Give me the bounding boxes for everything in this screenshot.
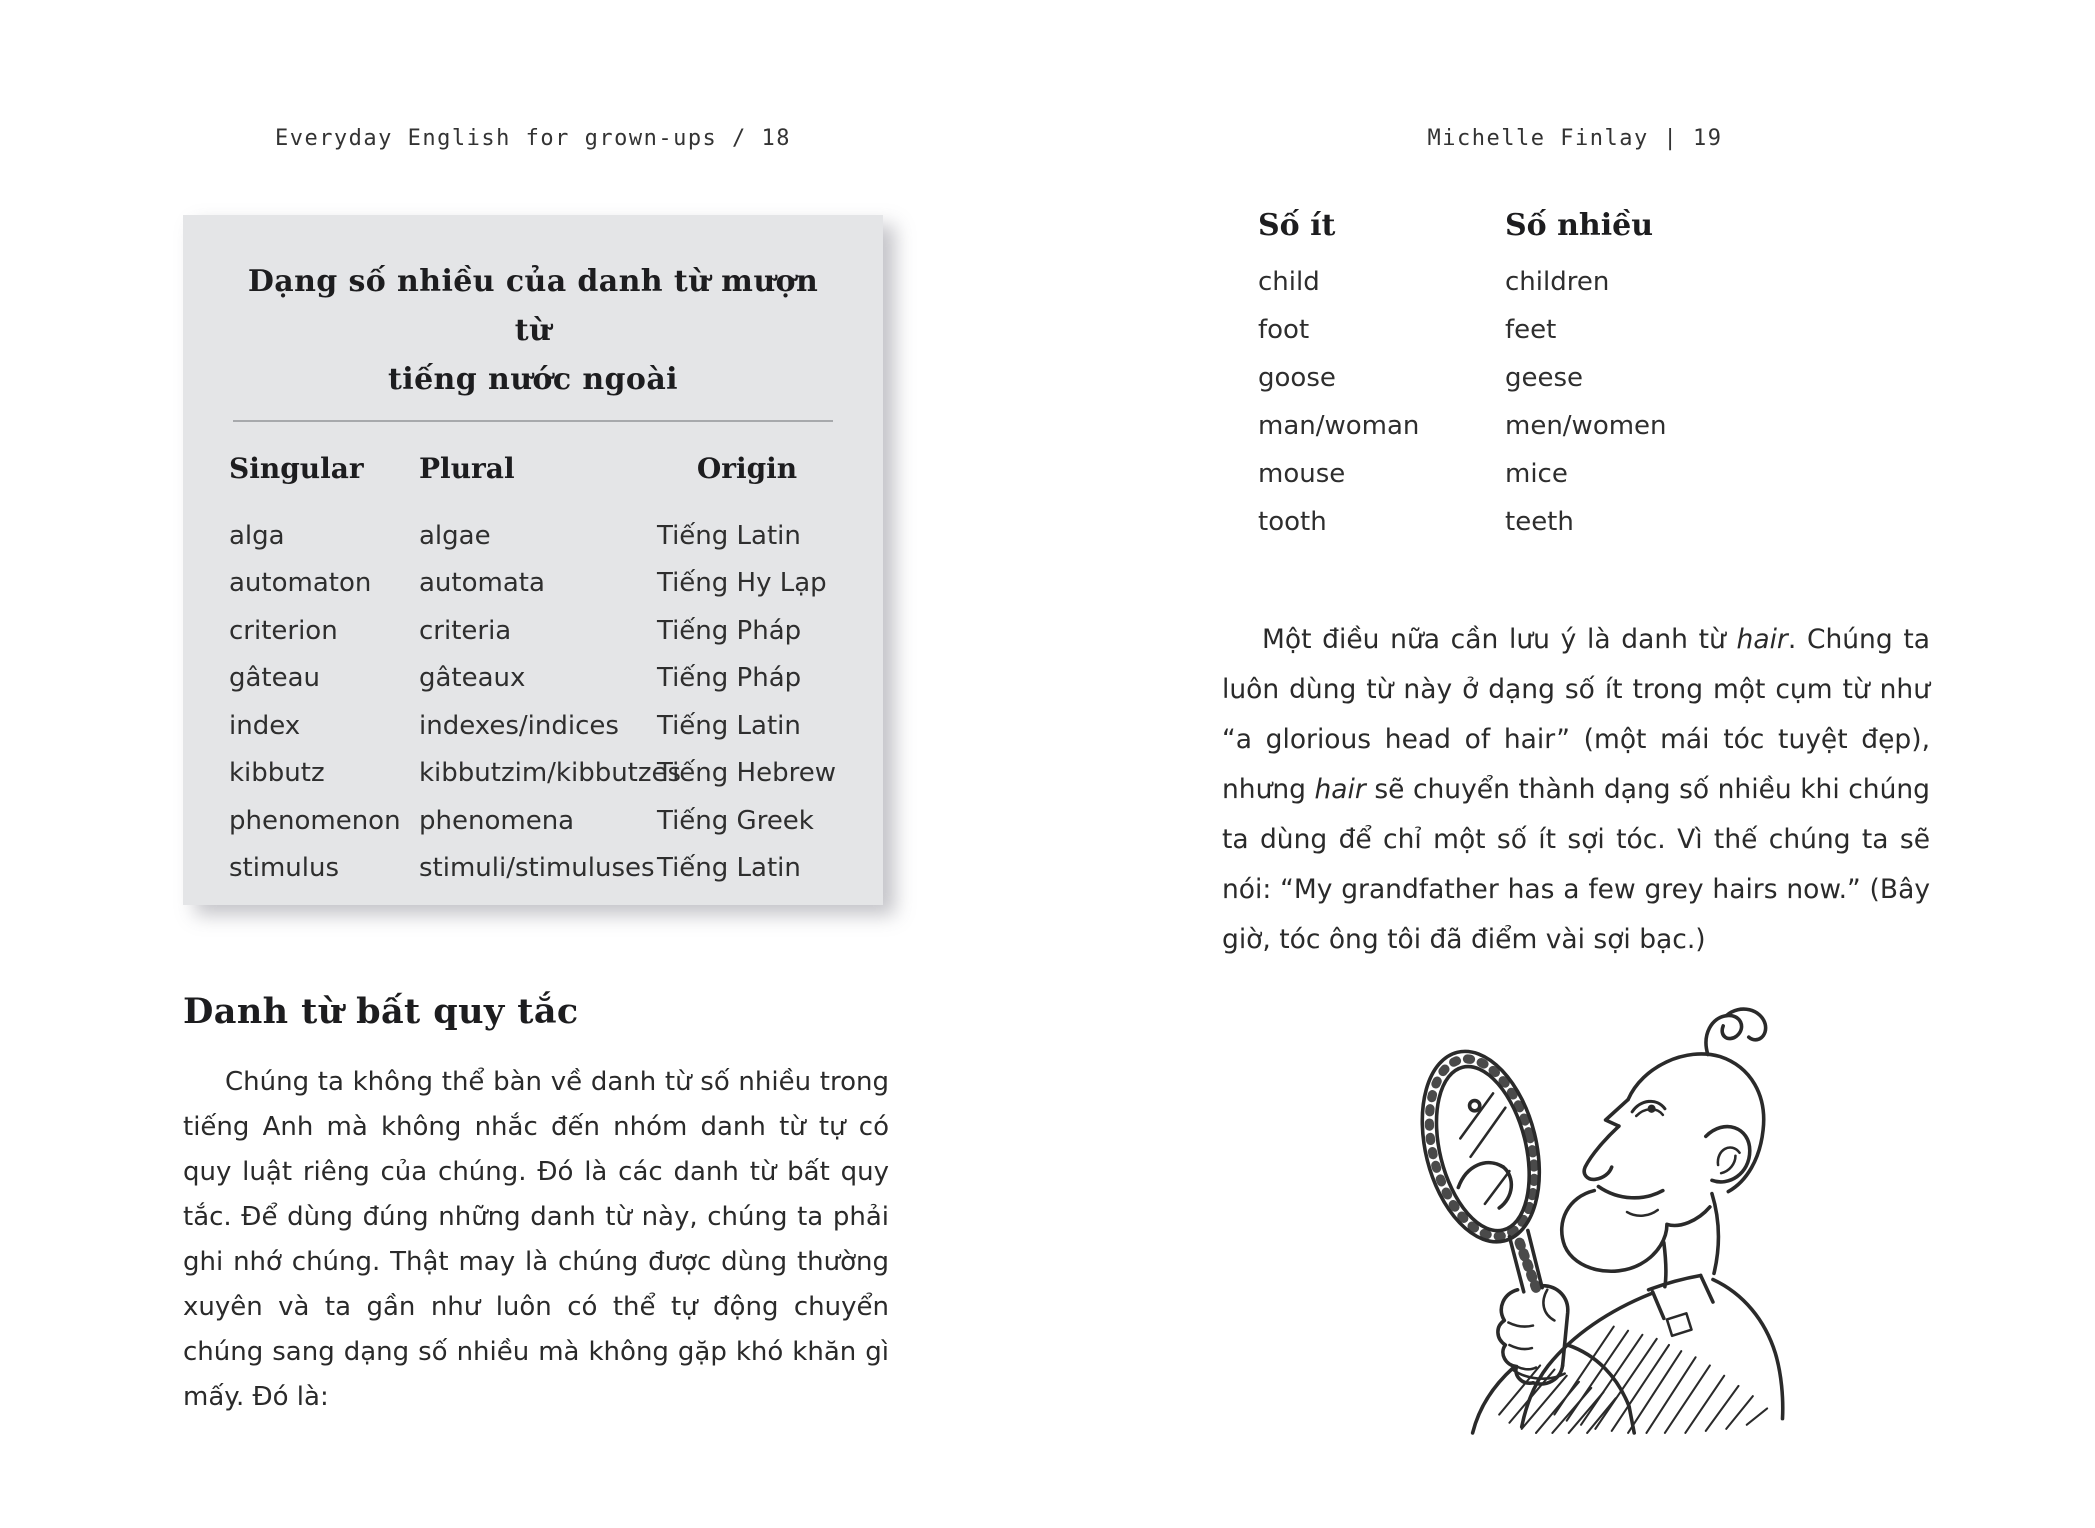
plural-cell: phenomena (419, 805, 575, 836)
column-header-origin: Origin (696, 452, 798, 485)
table-row (229, 560, 837, 608)
list-item (1258, 354, 1728, 402)
plural-cell: automata (419, 568, 545, 599)
singular-word: tooth (1258, 507, 1327, 537)
plural-word: mice (1505, 459, 1568, 489)
origin-cell: Tiếng Pháp (657, 615, 802, 646)
singular-word: man/woman (1258, 411, 1420, 441)
table-row (229, 845, 837, 893)
column-header-singular-vi: Số ít (1258, 207, 1336, 243)
singular-word: goose (1258, 363, 1336, 393)
plural-word: men/women (1505, 411, 1667, 441)
plural-cell: criteria (419, 615, 512, 646)
list-item (1258, 498, 1728, 546)
singular-cell: criterion (229, 615, 338, 646)
column-header-plural: Plural (419, 452, 515, 485)
origin-cell: Tiếng Latin (657, 710, 801, 741)
list-item (1258, 306, 1728, 354)
singular-cell: stimulus (229, 853, 340, 884)
running-head-right: Michelle Finlay | 19 (1427, 126, 1723, 151)
origin-cell: Tiếng Hy Lạp (657, 568, 827, 599)
singular-cell: kibbutz (229, 758, 325, 789)
origin-cell: Tiếng Latin (657, 520, 801, 551)
singular-word: foot (1258, 315, 1310, 345)
column-header-plural-vi: Số nhiều (1505, 207, 1654, 243)
box-title (229, 257, 837, 404)
body-paragraph-left: Chúng ta không thể bàn về danh từ số nhiều trong tiếng Anh mà không nhắc đến nhóm danh từ tự có quy luật riêng của chúng. Đó là các danh từ bất quy tắc. Để dùng đúng những danh từ này, chúng ta phải ghi nhớ chúng. Thật may là chúng được dùng thường xuyên và ta gần như luôn có thể tự động chuyển chúng sang dạng số nhiều mà không gặp khó khăn gì mấy. Đó là: (183, 1067, 889, 1412)
table-row (229, 607, 837, 655)
plural-word: feet (1505, 315, 1557, 345)
list-item (1258, 258, 1728, 306)
running-head-left: Everyday English for grown-ups / 18 (274, 126, 792, 151)
table-row (229, 797, 837, 845)
table-row (229, 750, 837, 798)
singular-cell: automaton (229, 568, 372, 599)
origin-cell: Tiếng Pháp (657, 663, 802, 694)
plural-word: geese (1505, 363, 1584, 393)
origin-cell: Tiếng Greek (657, 805, 814, 836)
word-list-header-row (1258, 200, 1728, 250)
man-mirror-illustration (1360, 985, 1800, 1435)
plural-cell: gâteaux (419, 663, 526, 694)
list-item (1258, 402, 1728, 450)
list-item (1258, 450, 1728, 498)
plural-cell: algae (419, 520, 491, 551)
plural-word: children (1505, 267, 1610, 297)
plural-word: teeth (1505, 507, 1574, 537)
box-title-divider (233, 420, 833, 422)
box-title-line2: tiếng nước ngoài (388, 362, 678, 397)
plural-cell: indexes/indices (419, 710, 619, 741)
singular-cell: alga (229, 520, 285, 551)
table-row (229, 702, 837, 750)
singular-word: child (1258, 267, 1320, 297)
singular-cell: index (229, 710, 301, 741)
table-row (229, 655, 837, 703)
origin-cell: Tiếng Hebrew (657, 758, 836, 789)
table-row (229, 512, 837, 560)
man-looking-into-hand-mirror-sketch (1360, 985, 1800, 1435)
irregular-nouns-list (1258, 200, 1728, 546)
section-heading: Danh từ bất quy tắc (183, 991, 579, 1033)
table-header-row (229, 452, 837, 512)
singular-word: mouse (1258, 459, 1346, 489)
box-title-line1: Dạng số nhiều của danh từ mượn từ (247, 264, 819, 348)
origin-cell: Tiếng Latin (657, 853, 801, 884)
plural-cell: kibbutzim/kibbutzes (419, 758, 682, 789)
body-paragraph-right: Một điều nữa cần lưu ý là danh từ hair. Chúng ta luôn dùng từ này ở dạng số ít trong một cụm từ như “a glorious head of hair” (một mái tóc tuyệt đẹp), nhưng hair sẽ chuyển thành dạng số nhiều khi chúng ta dùng để chỉ một số ít sợi tóc. Vì thế chúng ta sẽ nói: “My grandfather has a few grey hairs now.” (Bây giờ, tóc ông tôi đã điểm vài sợi bạc.) (1222, 623, 1930, 955)
singular-cell: phenomenon (229, 805, 401, 836)
singular-cell: gâteau (229, 663, 321, 694)
loan-words-table (229, 452, 837, 892)
column-header-singular: Singular (229, 452, 364, 485)
loan-words-box (183, 215, 883, 905)
plural-cell: stimuli/stimuluses (419, 853, 655, 884)
